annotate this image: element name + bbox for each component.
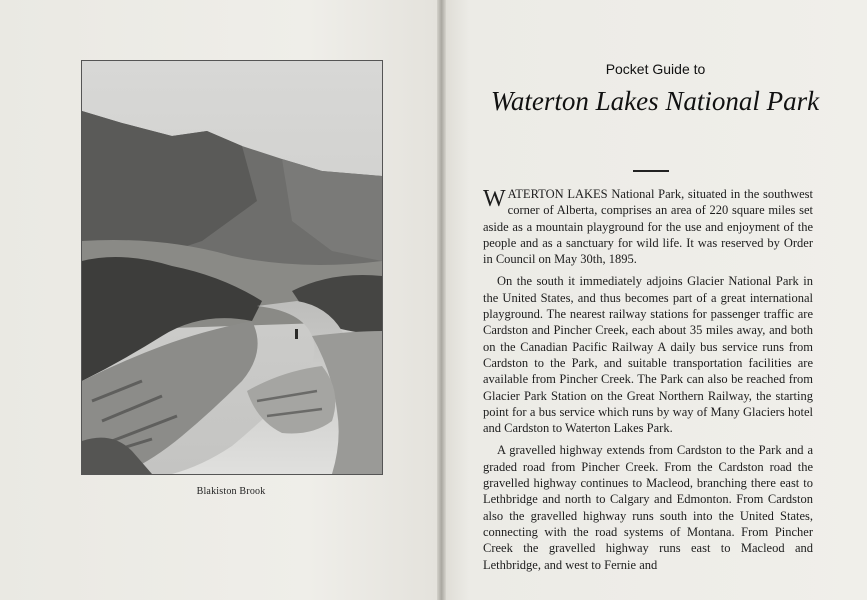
paragraph-1	[483, 186, 813, 267]
drop-cap: W	[483, 186, 506, 212]
paragraph-3: A gravelled highway extends from Cardston to the Park and a graded road from Pincher Creek. From the Cardston road the gravelled highway continues to Macleod, branching there east to Lethbridge and north to Calgary and Edmonton. From Cardston also the gravelled highway runs south into the United States, connecting with the road systems of Montana. From Pincher Creek the gravelled highway runs east to Macleod and Lethbridge, and west to Fernie and	[483, 443, 813, 572]
body-text	[483, 186, 813, 579]
title-divider	[633, 170, 669, 172]
paragraph-2: On the south it immediately adjoins Glacier National Park in the United States, and thus becomes part of a great international playground. The nearest railway stations for passenger traffic are Cardston and Pincher Creek, each about 35 miles away, and both on the Canadian Pacific Railway A daily bus service runs from Cardston to the Park, and suitable transportation facilities are available from Pincher Creek. The Park can also be reached from Glacier Park Station on the Great Northern Railway, the starting point for a bus service which runs by way of Many Glaciers hotel and Cardston to Waterton Lakes Park.	[483, 274, 813, 436]
pretitle: Pocket Guide to	[605, 61, 706, 77]
paragraph-1-text: National Park, situated in the southwest corner of Alberta, comprises an area of 220 square miles set aside as a mountain playground for the use and enjoyment of the people and as a sanctuary for wild life. It was reserved by Order in Council on May 30th, 1895.	[483, 187, 813, 267]
page-title: Waterton Lakes National Park	[490, 86, 820, 116]
lead-caps: ATERTON LAKES	[507, 187, 608, 201]
blakiston-brook-photo	[81, 60, 383, 475]
book-gutter	[437, 0, 446, 600]
photo-caption: Blakiston Brook	[196, 486, 266, 497]
